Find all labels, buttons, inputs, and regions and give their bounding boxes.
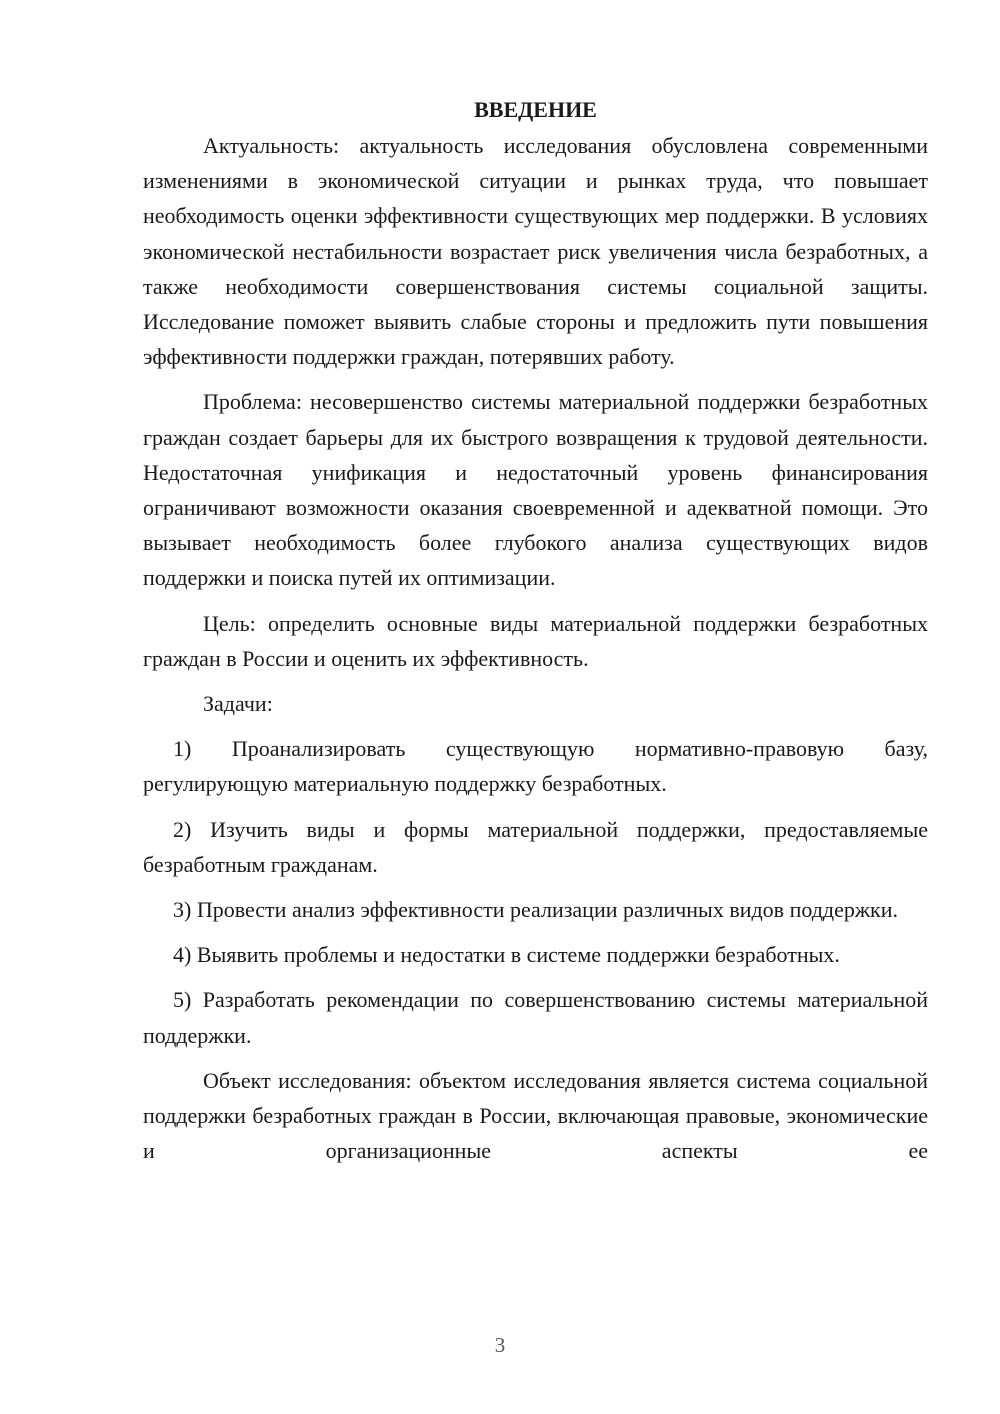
task-item: 1) Проанализировать существующую нормативно-правовую базу, регулирующую материальную поддержку безработных. <box>143 736 928 797</box>
page-number: 3 <box>494 1333 506 1357</box>
section-heading: ВВЕДЕНИЕ <box>474 97 597 122</box>
task-item: 5) Разработать рекомендации по совершенствованию системы материальной поддержки. <box>143 987 928 1048</box>
document-page <box>143 92 928 1178</box>
relevance-paragraph: Актуальность: актуальность исследования обусловлена современными изменениями в экономической ситуации и рынках труда, что повышает необходимость оценки эффективности существующих мер поддержки. В условиях экономической нестабильности возрастает риск увеличения числа безработных, а также необходимости совершенствования системы социальной защиты. Исследование поможет выявить слабые стороны и предложить пути повышения эффективности поддержки граждан, потерявших работу. <box>143 133 928 370</box>
problem-paragraph: Проблема: несовершенство системы материальной поддержки безработных граждан создает барьеры для их быстрого возвращения к трудовой деятельности. Недостаточная унификация и недостаточный уровень финансирования ограничивают возможности оказания своевременной и адекватной помощи. Это вызывает необходимость более глубокого анализа существующих видов поддержки и поиска путей их оптимизации. <box>143 389 928 591</box>
object-paragraph: Объект исследования: объектом исследования является система социальной поддержки безработных граждан в России, включающая правовые, экономические и организационные аспекты ее <box>143 1067 928 1164</box>
task-item: 3) Провести анализ эффективности реализации различных видов поддержки. <box>173 897 899 923</box>
tasks-label: Задачи: <box>203 691 273 717</box>
task-item: 4) Выявить проблемы и недостатки в системе поддержки безработных. <box>173 942 840 968</box>
goal-paragraph: Цель: определить основные виды материальной поддержки безработных граждан в России и оценить их эффективность. <box>143 610 928 671</box>
task-item: 2) Изучить виды и формы материальной поддержки, предоставляемые безработным гражданам. <box>143 816 928 877</box>
